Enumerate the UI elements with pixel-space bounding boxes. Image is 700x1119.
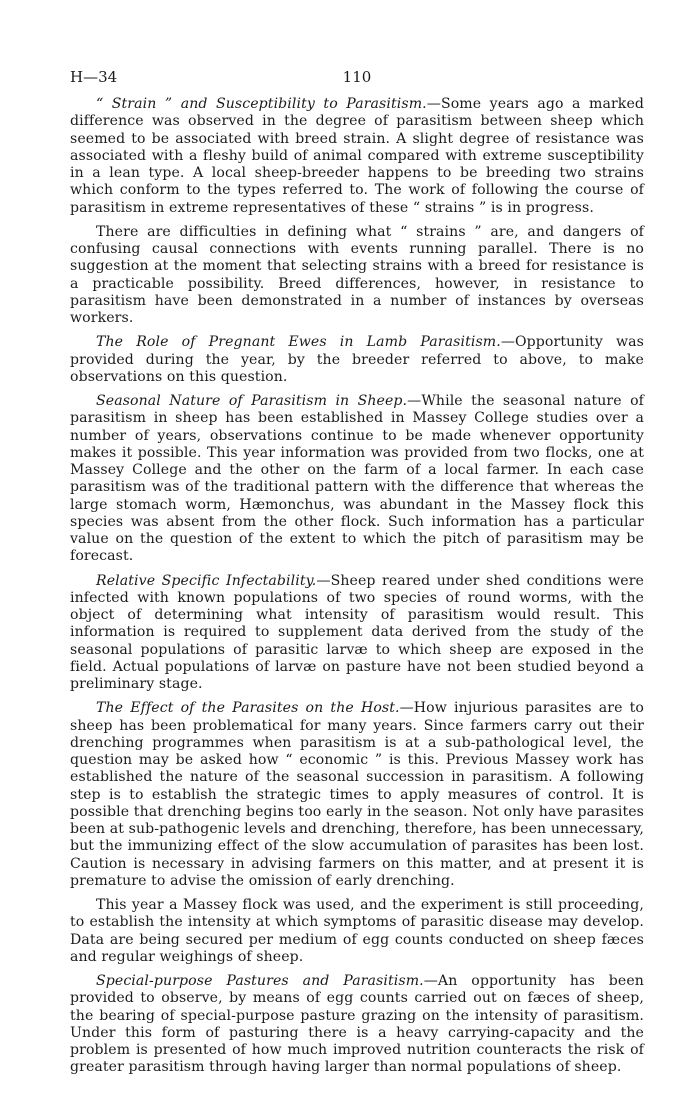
section-heading: Relative Specific Infectability. — [96, 572, 317, 589]
section-heading: Special-purpose Pastures and Parasitism. — [96, 973, 424, 989]
paragraph-strain-difficulties — [70, 224, 644, 328]
paragraph-text: —Opportunity was provided during the year, by the breeder referred to above, to make observations on this question. — [70, 334, 644, 385]
paragraph-text: —Sheep reared under shed conditions were infected with known populations of two species of round worms, with the object of determining what intensity of parasitism would result. This information is required to supplement data derived from the study of the seasonal populations of parasitic larvæ to which sheep are exposed in the field. Actual populations of larvæ on pasture have not been studied beyond a preliminary stage. — [70, 572, 644, 692]
paragraph-seasonal-nature — [70, 393, 644, 566]
section-heading: “ Strain ” and Susceptibility to Parasitism. — [96, 96, 427, 112]
paragraph-text: There are difficulties in defining what “ strains ” are, and dangers of confusing causal connections with events running parallel. There is no suggestion at the moment that selecting strains with a breed for resistance is a practicable possibility. Breed differences, however, in resistance to parasitism have been demonstrated in a number of instances by overseas workers. — [70, 223, 644, 326]
page-header — [70, 68, 644, 92]
paragraph-relative-infectability — [70, 573, 644, 694]
section-heading: The Effect of the Parasites on the Host. — [96, 700, 400, 717]
paragraph-text: This year a Massey flock was used, and the experiment is still proceeding, to establish the intensity at which symptoms of parasitic disease may develop. Data are being secured per medium of egg counts conducted on sheep fæces and regular weighings of sheep. — [70, 897, 644, 965]
paragraph-text: —An opportunity has been provided to observe, by means of egg counts carried out on fæces of sheep, the bearing of special-purpose pasture grazing on the intensity of parasitism. Under this form of pasturing there is a heavy carrying-capacity and the problem is presented of how much improved nutrition counteracts the risk of greater parasitism through having larger than normal populations of sheep. — [70, 973, 644, 1076]
paragraph-massey-flock-experiment — [70, 897, 644, 966]
section-heading: The Role of Pregnant Ewes in Lamb Parasitism. — [96, 334, 501, 351]
paragraph-text: —Some years ago a marked difference was observed in the degree of parasitism between sheep which seemed to be associated with breed strain. A slight degree of resistance was associated with a fleshy build of animal compared with extreme susceptibility in a lean type. A local sheep-breeder happens to be breeding two strains which conform to the types referred to. The work of following the course of parasitism in extreme representatives of these “ strains ” is in progress. — [70, 96, 645, 216]
paragraph-special-purpose-pastures — [70, 973, 644, 1077]
paragraph-strain-susceptibility — [70, 96, 644, 217]
section-heading: Seasonal Nature of Parasitism in Sheep. — [96, 393, 408, 409]
parliamentary-paper-reference: H—34 — [70, 68, 118, 86]
paragraph-effect-on-host — [70, 700, 644, 890]
paragraph-text: —While the seasonal nature of parasitism in sheep has been established in Massey College studies over a number of years, observations continue to be made whenever opportunity makes it possible. This year information was provided from two flocks, one at Massey College and the other on the farm of a local farmer. In each case parasitism was of the traditional pattern with the difference that whereas the large stomach worm, Hæmonchus, was abundant in the Massey flock this species was absent from the other flock. Such information has a particular value on the question of the extent to which the pitch of parasitism may be forecast. — [70, 393, 644, 565]
paragraph-pregnant-ewes — [70, 334, 644, 386]
page-number: 110 — [342, 68, 372, 86]
paragraph-text: —How injurious parasites are to sheep has been problematical for many years. Since farmers carry out their drenching programmes when parasitism is at a sub-pathological level, the question may be asked how “ economic ” is this. Previous Massey work has established the nature of the seasonal succession in parasitism. A following step is to establish the strategic times to apply measures of control. It is possible that drenching begins too early in the season. Not only have parasites been at sub-pathogenic levels and drenching, therefore, has been unnecessary, but the immunizing effect of the slow accumulation of parasites has been lost. Caution is necessary in advising farmers on this matter, and at present it is premature to advise the omission of early drenching. — [70, 700, 644, 889]
